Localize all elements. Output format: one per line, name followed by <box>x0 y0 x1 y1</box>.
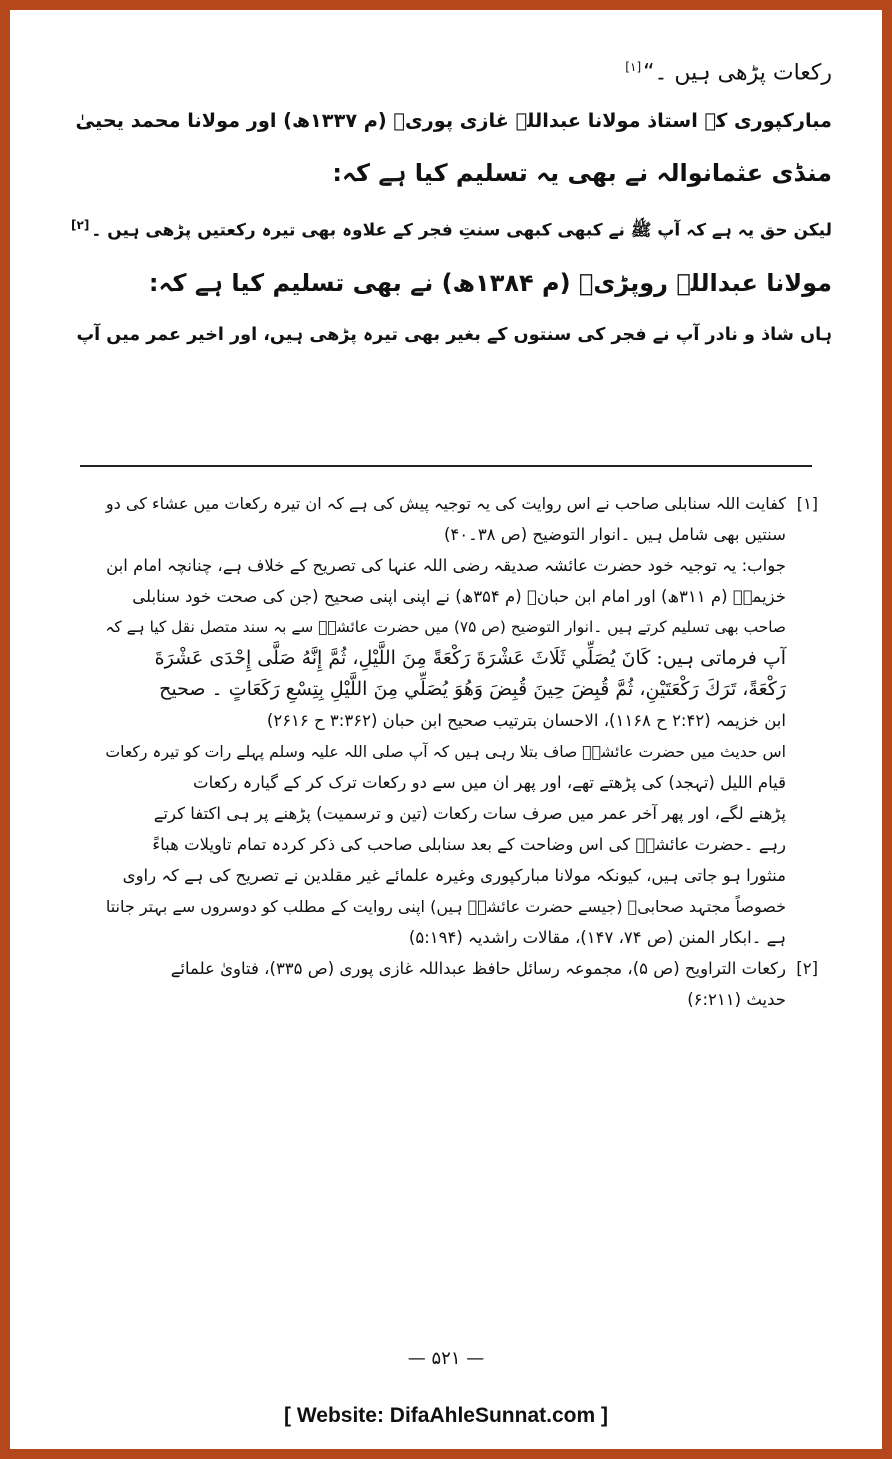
footnote-line: منثورا ہو جاتی ہیں، کیونکہ مولانا مبارکپوری وغیرہ علمائے غیر مقلدین نے تصریح کی ہے کہ راوی <box>122 866 786 885</box>
footnote-divider <box>80 465 812 467</box>
footnote-line: اس حدیث میں حضرت عائشہؓ صاف بتلا رہی ہیں کہ آپ صلی اللہ علیہ وسلم پہلے رات کو تیرہ رکعات <box>105 742 786 761</box>
main-line-3: منڈی عثمانوالہ نے بھی یہ تسلیم کیا ہے کہ: <box>332 159 832 188</box>
footnote-line: [۱]کفایت اللہ سنابلی صاحب نے اس روایت کی یہ توجیہ پیش کی ہے کہ ان تیرہ رکعات میں عشاء کی دو <box>92 488 818 519</box>
footnote-line: پڑھنے لگے، اور پھر آخر عمر میں صرف سات رکعات (تین و ترسمیت) پڑھنے پر ہی اکتفا کرتے <box>153 804 786 823</box>
main-text <box>60 52 832 372</box>
footnote-2 <box>92 953 818 1015</box>
footnotes <box>92 488 818 1015</box>
main-line-5: مولانا عبداللہ روپڑیؒ (م ۱۳۸۴ھ) نے بھی تسلیم کیا ہے کہ: <box>148 268 832 297</box>
footnote-ref-1: [۱] <box>625 60 642 74</box>
footnote-marker-1: [۱] <box>796 494 818 513</box>
main-line-1: رکعات پڑھی ہیں ۔“[۱] <box>625 60 832 86</box>
footnote-arabic-line: رَكْعَةً، تَرَكَ رَكْعَتَيْنِ، ثُمَّ قُبِضَ حِينَ قُبِضَ وَهُوَ يُصَلِّي مِنَ اللَّيْلِ بِتِسْعِ رَكَعَاتٍ ۔ صحیح <box>159 678 786 700</box>
footnote-line: سنتیں بھی شامل ہیں ۔انوار التوضیح (ص ۳۸۔۴۰) <box>443 525 786 544</box>
footnote-marker-2: [۲] <box>796 959 818 978</box>
quote-line-1: لیکن حق یہ ہے کہ آپ ﷺ نے کبھی کبھی سنتِ فجر کے علاوہ بھی تیرہ رکعتیں پڑھی ہیں ۔[۲] <box>71 218 832 241</box>
footnote-line: قیام اللیل (تہجد) کی پڑھتے تھے، اور پھر ان میں سے دو رکعات ترک کر کے گیارہ رکعات <box>193 773 786 792</box>
footnote-line: حدیث (۶:۲۱۱) <box>687 990 786 1009</box>
footnote-line: صاحب بھی تسلیم کرتے ہیں ۔انوار التوضیح (ص ۷۵) میں حضرت عائشہؓ سے بہ سند متصل نقل کیا ہے کہ <box>105 618 786 636</box>
footnote-ref-2: [۲] <box>71 218 90 233</box>
footnote-line: خصوصاً مجتہد صحابیؓ (جیسے حضرت عائشہؓ ہیں) اپنی روایت کے مطلب کو دوسروں سے بہتر جانتا <box>105 897 786 916</box>
website-label: [ Website: DifaAhleSunnat.com ] <box>284 1404 608 1427</box>
footnote-arabic-line: آپ فرماتی ہیں: كَانَ يُصَلِّي ثَلَاثَ عَشْرَةَ رَكْعَةً مِنَ اللَّيْلِ، ثُمَّ إِنَّهُ صَلَّى إِحْدَى عَشْرَةَ <box>154 647 786 669</box>
page-number: — ۵۲۱ — <box>407 1348 485 1369</box>
footnote-line: رہے ۔حضرت عائشہؓ کی اس وضاحت کے بعد سنابلی صاحب کی ذکر کردہ تمام تاویلات ھباءً <box>152 835 786 854</box>
footnote-line: ہے ۔ابکار المنن (ص ۷۴، ۱۴۷)، مقالات راشدیہ (۵:۱۹۴) <box>408 928 786 947</box>
footnote-line: خزیمہؒ (م ۳۱۱ھ) اور امام ابن حبانؒ (م ۳۵۴ھ) نے اپنی اپنی صحیح (جن کی صحت خود سنابلی <box>132 587 786 606</box>
quote-line-2: ہاں شاذ و نادر آپ نے فجر کی سنتوں کے بغیر بھی تیرہ پڑھی ہیں، اور اخیر عمر میں آپ <box>76 324 832 345</box>
footnote-line: ابن خزیمہ (۲:۴۲ ح ۱۱۶۸)، الاحسان بترتیب صحیح ابن حبان (۳:۳۶۲ ح ۲۶۱۶) <box>266 711 786 730</box>
footnote-line: جواب: یہ توجیہ خود حضرت عائشہ صدیقہ رضی اللہ عنہا کی تصریح کے خلاف ہے، چنانچہ امام ابن <box>106 556 786 575</box>
footnote-1 <box>92 488 818 953</box>
footnote-line: [۲]رکعات التراویح (ص ۵)، مجموعہ رسائل حافظ عبداللہ غازی پوری (ص ۳۳۵)، فتاویٰ علمائے <box>92 953 818 984</box>
main-line-2: مبارکپوری کے استاذ مولانا عبداللہ غازی پوریؒ (م ۱۳۳۷ھ) اور مولانا محمد یحییٰ <box>75 109 832 133</box>
